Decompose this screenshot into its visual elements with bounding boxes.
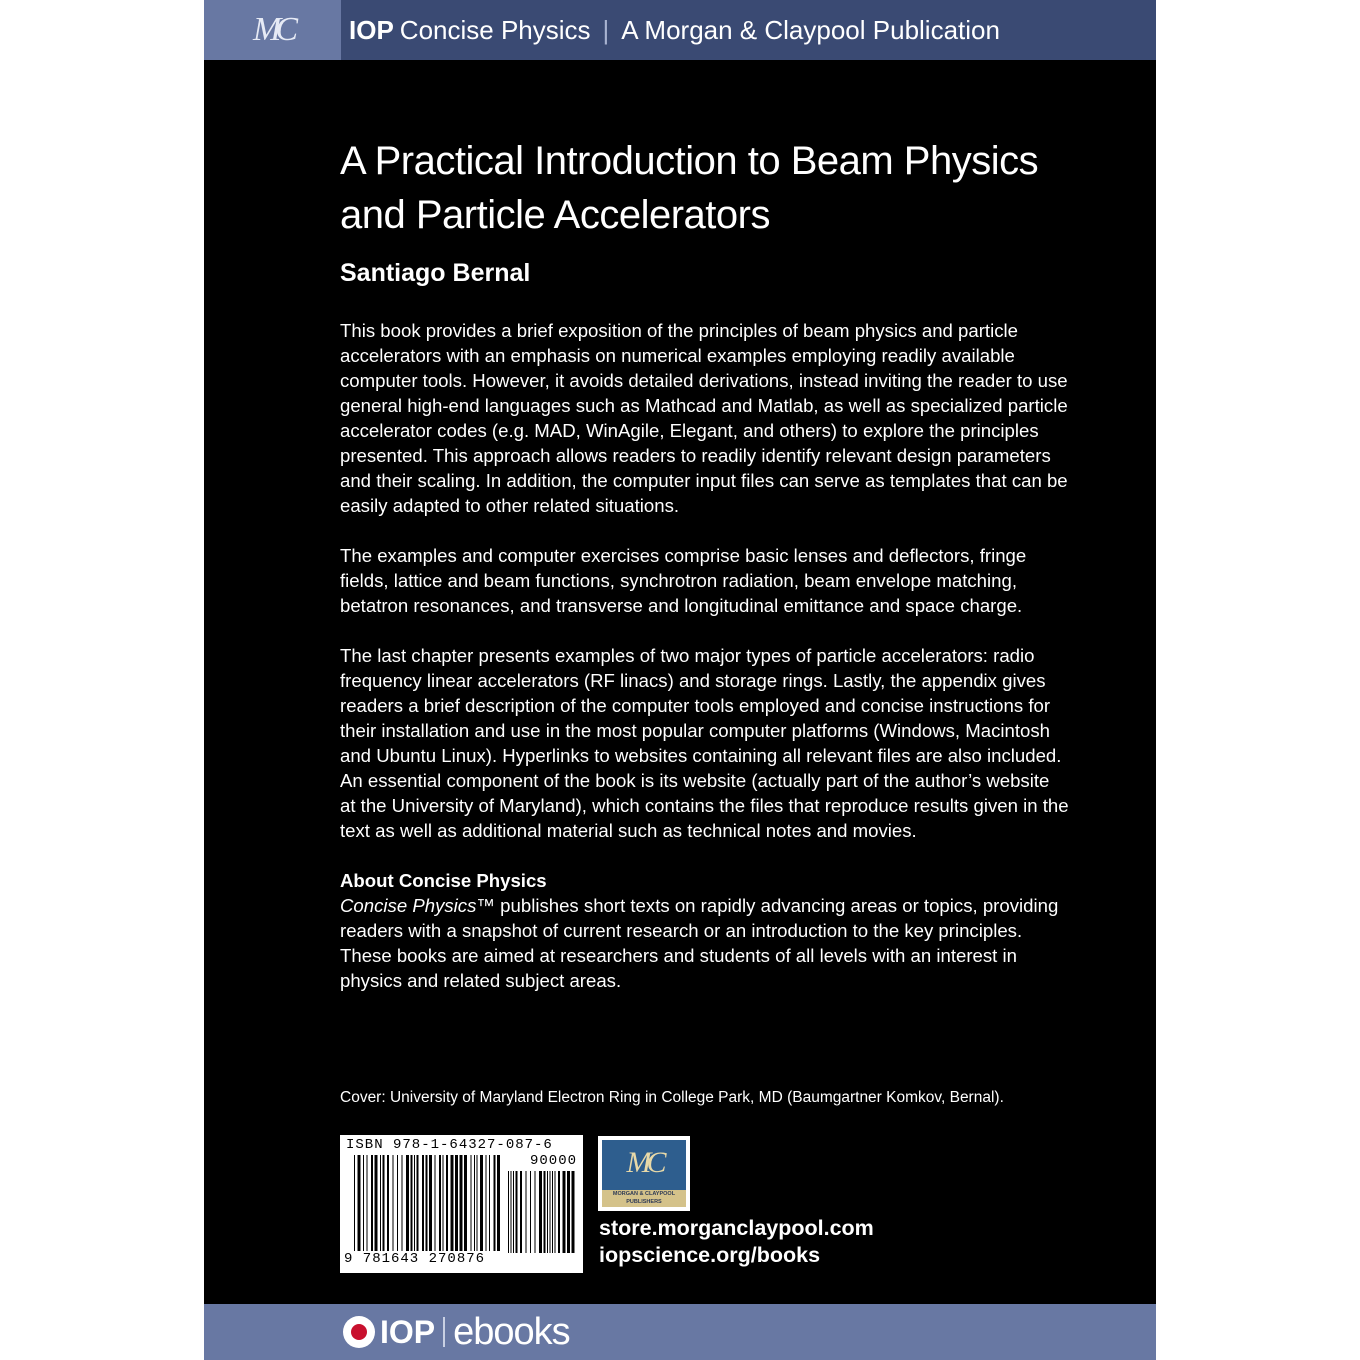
barcode-bar (539, 1171, 542, 1253)
isbn-text: ISBN 978-1-64327-087-6 (346, 1137, 553, 1153)
cover-credit: Cover: University of Maryland Electron Ring in College Park, MD (Baumgartner Komkov, Bernal). (340, 1089, 1004, 1106)
barcode-bar (558, 1171, 560, 1253)
barcode-bar (471, 1155, 472, 1251)
barcode-bar (363, 1155, 364, 1251)
footer-brand (380, 1304, 570, 1360)
description-paragraph-3: The last chapter presents examples of two major types of particle accelerators: radio frequency linear accelerators (RF linacs) and storage rings. Lastly, the appendix gives readers a brief description of the computer tools employed and concise instructions for their installation and use in the most popular computer platforms (Windows, Macintosh and Ubuntu Linux). Hyperlinks to websites containing all relevant files are also included. An essential component of the book is its website (actually part of the author’s website at the University of Maryland), which contains the files that reproduce results given in the text as well as additional material such as technical notes and movies. (340, 645, 1069, 841)
barcode-bar (520, 1171, 522, 1253)
barcode-bar (550, 1171, 551, 1253)
barcode-bar (497, 1155, 500, 1251)
iop-logo-icon (343, 1316, 375, 1348)
barcode-bar (443, 1155, 444, 1251)
barcode-bars-main (354, 1155, 502, 1251)
barcode-bar (429, 1155, 432, 1251)
barcode-bar (480, 1155, 483, 1251)
mc-logo (204, 0, 341, 60)
book-title (340, 134, 1100, 242)
barcode-bar (572, 1171, 575, 1253)
morgan-claypool-band: MORGAN & CLAYPOOL PUBLISHERS (602, 1190, 686, 1207)
barcode-bar (411, 1155, 413, 1251)
series-line (349, 0, 1000, 60)
barcode-bar (486, 1155, 487, 1251)
barcode-bar (535, 1171, 536, 1253)
book-description (340, 318, 1070, 993)
book-back-cover (204, 0, 1156, 1360)
barcode-bar (371, 1155, 373, 1251)
iopscience-url[interactable]: iopscience.org/books (599, 1243, 821, 1267)
barcode-bar (393, 1155, 394, 1251)
isbn-barcode (340, 1135, 583, 1273)
description-paragraph-1: This book provides a brief exposition of the principles of beam physics and particle accelerators with an emphasis on numerical examples employing readily available computer tools. However, it avoids detailed derivations, instead inviting the reader to use general high-end languages such as Mathcad and Matlab, as well as specialized particle accelerator codes (e.g. MAD, WinAgile, Elegant, and others) to explore the principles presented. This approach allows readers to readily identify relevant design parameters and their scaling. In addition, the computer input files can serve as templates that can be easily adapted to other related situations. (340, 320, 1068, 516)
about-section (340, 868, 1070, 993)
barcode-bar (513, 1171, 514, 1253)
barcode-bar (397, 1155, 398, 1251)
about-body: ™ publishes short texts on rapidly advancing areas or topics, providing readers with a snapshot of current research or an introduction to the key principles. These books are aimed at researchers and students of all levels with an interest in physics and related subject areas. (340, 895, 1059, 991)
barcode-bar (511, 1171, 512, 1253)
barcode-bar (455, 1155, 458, 1251)
barcode-bar (422, 1155, 424, 1251)
barcode-bar (508, 1171, 509, 1253)
series-brand: IOP (349, 14, 394, 45)
morgan-claypool-logo (598, 1136, 690, 1211)
about-series-name: Concise Physics (340, 895, 477, 916)
barcode-bar (387, 1155, 389, 1251)
series-separator: | (602, 14, 610, 45)
barcode-bar (358, 1155, 361, 1251)
barcode-bar (555, 1171, 556, 1253)
barcode-bar (414, 1155, 415, 1251)
barcode-bar (530, 1171, 531, 1253)
footer-brand-iop: IOP (380, 1313, 436, 1350)
barcode-bars-addon (508, 1171, 576, 1253)
barcode-bar (489, 1155, 490, 1251)
store-url[interactable]: store.morganclaypool.com (599, 1216, 874, 1240)
barcode-bar (494, 1155, 496, 1251)
description-paragraph-2: The examples and computer exercises comprise basic lenses and deflectors, fringe fields, lattice and beam functions, synchrotron radiation, beam envelope matching, betatron resonances, and transverse and longitudinal emittance and space charge. (340, 545, 1027, 616)
footer-separator (443, 1317, 445, 1347)
barcode-bar (380, 1155, 381, 1251)
price-code: 90000 (529, 1153, 577, 1169)
barcode-bar (547, 1171, 548, 1253)
barcode-bar (451, 1155, 454, 1251)
barcode-bar (567, 1171, 570, 1253)
about-heading: About Concise Physics (340, 870, 547, 891)
barcode-bar (426, 1155, 428, 1251)
barcode-bar (375, 1155, 378, 1251)
book-author: Santiago Bernal (340, 259, 531, 287)
barcode-bar (544, 1171, 546, 1253)
barcode-bar (406, 1155, 409, 1251)
barcode-bar (446, 1155, 448, 1251)
barcode-bar (383, 1155, 385, 1251)
barcode-bar (464, 1155, 467, 1251)
publisher-line: A Morgan & Claypool Publication (621, 14, 1000, 45)
barcode-bar (477, 1155, 478, 1251)
barcode-bar (354, 1155, 355, 1251)
barcode-bar (417, 1155, 419, 1251)
barcode-bar (474, 1155, 475, 1251)
footer-bar (204, 1304, 1156, 1360)
footer-product: ebooks (453, 1310, 570, 1353)
barcode-bar (526, 1171, 527, 1253)
book-title-line2: and Particle Accelerators (340, 193, 770, 237)
morgan-claypool-mark: MC (626, 1146, 662, 1179)
barcode-bar (563, 1171, 566, 1253)
barcode-bar (460, 1155, 463, 1251)
publisher-urls (599, 1215, 874, 1269)
barcode-bar (552, 1171, 553, 1253)
header-bar (204, 0, 1156, 60)
morgan-claypool-logo-inner (602, 1140, 686, 1207)
barcode-bar (439, 1155, 441, 1251)
barcode-bar (516, 1171, 518, 1253)
barcode-bar (402, 1155, 403, 1251)
series-name: Concise Physics (399, 14, 591, 45)
ean-text: 9 781643 270876 (344, 1251, 486, 1267)
book-title-line1: A Practical Introduction to Beam Physics (340, 139, 1039, 183)
mc-logo-text: MC (253, 11, 292, 48)
barcode-bar (367, 1155, 368, 1251)
barcode-bar (435, 1155, 436, 1251)
about-text (340, 893, 1070, 993)
